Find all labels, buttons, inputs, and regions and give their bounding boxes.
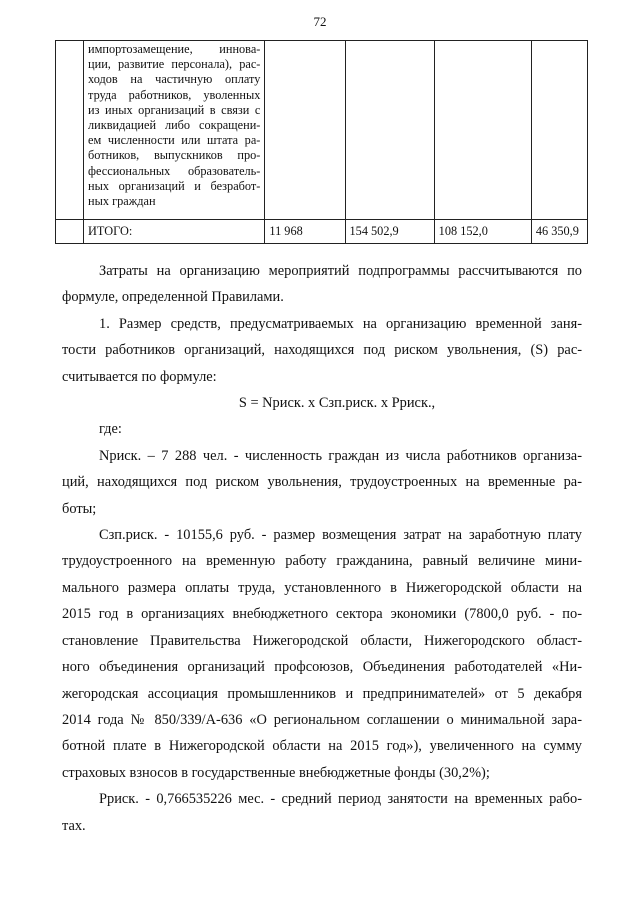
description-line: из иных организаций в связи с [88, 102, 261, 117]
description-line: ных граждан [88, 194, 156, 209]
text-line: жегородская ассоциация промышленников и предпринимателей» от 5 декабря [62, 685, 582, 702]
table-cell [434, 41, 531, 220]
data-table [55, 40, 588, 244]
text-line: ций, находящихся под риском увольнения, трудоустроенных на временные ра- [62, 474, 582, 491]
description-line: ции, развитие персонала), рас- [88, 57, 261, 72]
description-line: ботников, выпускников про- [88, 148, 261, 163]
text-line: боты; [62, 500, 97, 517]
text-line: трудоустроенного на временную работу гражданина, равный величине мини- [62, 553, 582, 570]
paragraph-costs [62, 258, 582, 311]
description-line: труда работников, уволенных [88, 87, 261, 102]
table-row [56, 41, 588, 220]
text-line: страховых взносов в государственные внебюджетные фонды (30,2%); [62, 764, 490, 781]
where-label: где: [99, 421, 122, 438]
total-value: 46 350,9 [531, 220, 587, 244]
description-line: фессиональных образователь- [88, 163, 261, 178]
text-line: Nриск. – 7 288 чел. - численность граждан из числа работников организа- [99, 447, 582, 464]
paragraph-n-risk [62, 443, 582, 522]
description-line: ходов на частичную оплату [88, 72, 261, 87]
table-cell [56, 41, 84, 220]
table-cell [56, 220, 84, 244]
text-line: ного объединения организаций профсоюзов, Объединения работодателей «Ни- [62, 659, 582, 676]
text-line: Затраты на организацию мероприятий подпрограммы рассчитываются по [99, 263, 582, 279]
text-line: становление Правительства Нижегородской области, Нижегородского област- [62, 632, 582, 649]
text-line: тости работников организаций, находящихся под риском увольнения, (S) рас- [62, 342, 582, 359]
text-line: 2014 года № 850/339/А-636 «О региональном соглашении о минимальной зара- [62, 711, 582, 728]
page-number: 72 [313, 14, 327, 29]
text-line: ботной плате в Нижегородской области на 2015 год»), увеличенного на сумму [62, 738, 582, 755]
text-line: мального размера оплаты труда, установленного в Нижегородской области на [62, 579, 582, 596]
paragraph-c-risk [62, 522, 582, 786]
description-line: ем численности или штата ра- [88, 133, 261, 148]
total-value: 11 968 [265, 220, 345, 244]
formula: S = Nриск. х Сзп.риск. х Рриск., [238, 395, 436, 412]
description-line: ных организаций и безработ- [88, 178, 261, 193]
total-value: 108 152,0 [434, 220, 531, 244]
text-line: Рриск. - 0,766535226 мес. - средний период занятости на временных рабо- [99, 791, 582, 808]
description-line: ликвидацией либо сокращени- [88, 118, 261, 133]
body-text [62, 258, 582, 839]
text-line: тах. [62, 817, 86, 834]
total-row [56, 220, 588, 244]
text-line: 2015 год в организациях внебюджетного сектора экономики (7800,0 руб. - по- [62, 606, 582, 623]
paragraph-p-risk [62, 786, 582, 839]
paragraph-item-1 [62, 311, 582, 390]
table-cell [345, 41, 434, 220]
text-line: формуле, определенной Правилами. [62, 289, 284, 306]
total-value: 154 502,9 [345, 220, 434, 244]
text-line: Сзп.риск. - 10155,6 руб. - размер возмещения затрат на заработную плату [99, 527, 582, 544]
table-cell [531, 41, 587, 220]
text-line: считывается по формуле: [62, 368, 217, 385]
description-cell [84, 41, 265, 220]
table-cell [265, 41, 345, 220]
text-line: 1. Размер средств, предусматриваемых на организацию временной заня- [99, 315, 582, 332]
description-line: импортозамещение, иннова- [88, 42, 261, 56]
total-label: ИТОГО: [84, 220, 265, 244]
